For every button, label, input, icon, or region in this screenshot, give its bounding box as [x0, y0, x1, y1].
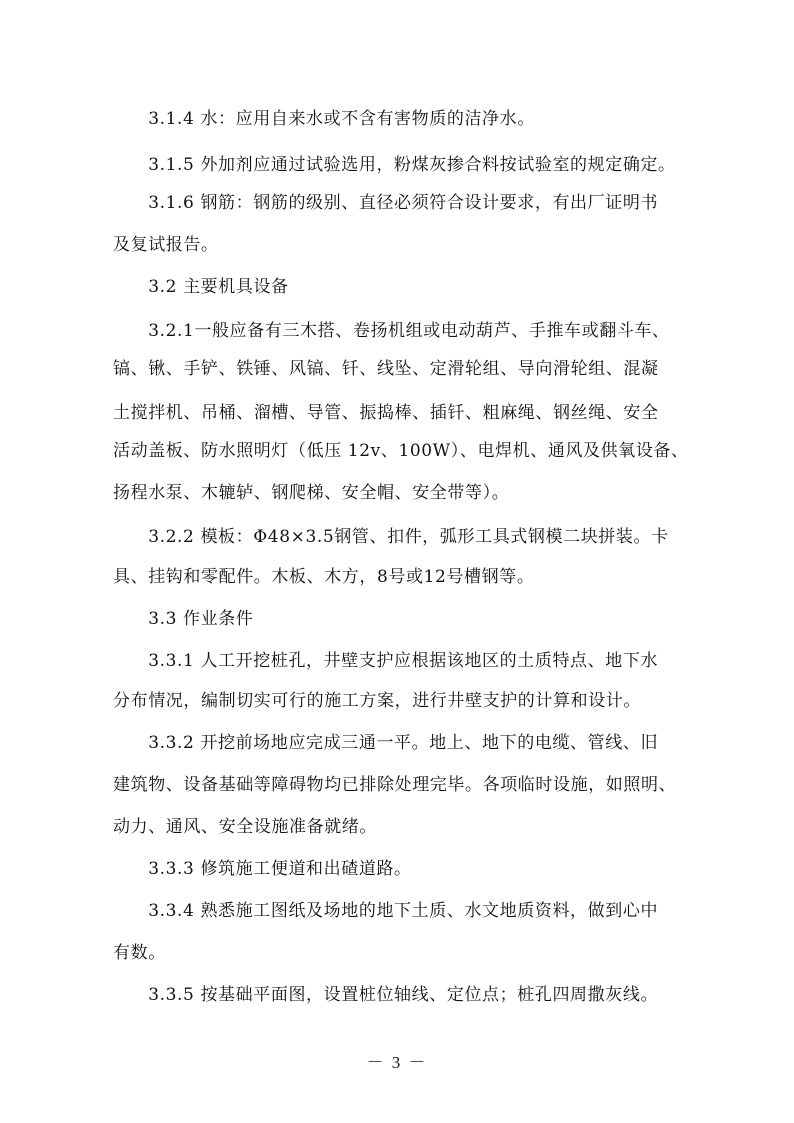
text-line: 土搅拌机、吊桶、溜槽、导管、振捣棒、插钎、粗麻绳、钢丝绳、安全 [113, 403, 659, 423]
text-line: 具、挂钩和零配件。木板、木方，8号或12号槽钢等。 [113, 567, 535, 587]
text-line: 活动盖板、防水照明灯（低压 12v、100W）、电焊机、通风及供氧设备、 [113, 441, 689, 461]
text-line: 3.3.5 按基础平面图，设置桩位轴线、定位点；桩孔四周撒灰线。 [113, 985, 659, 1005]
text-line: 3.3.3 修筑施工便道和出碴道路。 [113, 859, 412, 879]
text-line: 3.1.5 外加剂应通过试验选用，粉煤灰掺合料按试验室的规定确定。 [113, 155, 676, 175]
text-line: 有数。 [113, 943, 166, 963]
text-line: 及复试报告。 [113, 235, 219, 255]
page-number: － 3 － [366, 1053, 428, 1072]
text-line: 镐、锹、手铲、铁锤、风镐、钎、线坠、定滑轮组、导向滑轮组、混凝 [113, 359, 659, 379]
text-line: 扬程水泵、木辘轳、钢爬梯、安全帽、安全带等）。 [113, 483, 510, 503]
text-line: 动力、通风、安全设施准备就绪。 [113, 817, 377, 837]
text-line: 3.3.1 人工开挖桩孔，井壁支护应根据该地区的土质特点、地下水 [113, 651, 659, 671]
text-line: 3.3.4 熟悉施工图纸及场地的地下土质、水文地质资料，做到心中 [113, 901, 659, 921]
section-heading: 3.2 主要机具设备 [113, 277, 289, 297]
text-line: 3.2.1一般应备有三木搭、卷扬机组或电动葫芦、手推车或翻斗车、 [113, 321, 670, 341]
text-line: 建筑物、设备基础等障碍物均已排除处理完毕。各项临时设施，如照明、 [113, 775, 677, 795]
text-line: 3.1.4 水：应用自来水或不含有害物质的洁净水。 [113, 109, 535, 129]
text-line: 分布情况，编制切实可行的施工方案，进行井壁支护的计算和设计。 [113, 691, 641, 711]
text-line: 3.3.2 开挖前场地应完成三通一平。地上、地下的电缆、管线、旧 [113, 733, 659, 753]
text-line: 3.2.2 模板：Φ48×3.5钢管、扣件，弧形工具式钢模二块拼装。卡 [113, 527, 669, 547]
text-line: 3.1.6 钢筋：钢筋的级别、直径必须符合设计要求，有出厂证明书 [113, 193, 659, 213]
section-heading: 3.3 作业条件 [113, 609, 254, 629]
